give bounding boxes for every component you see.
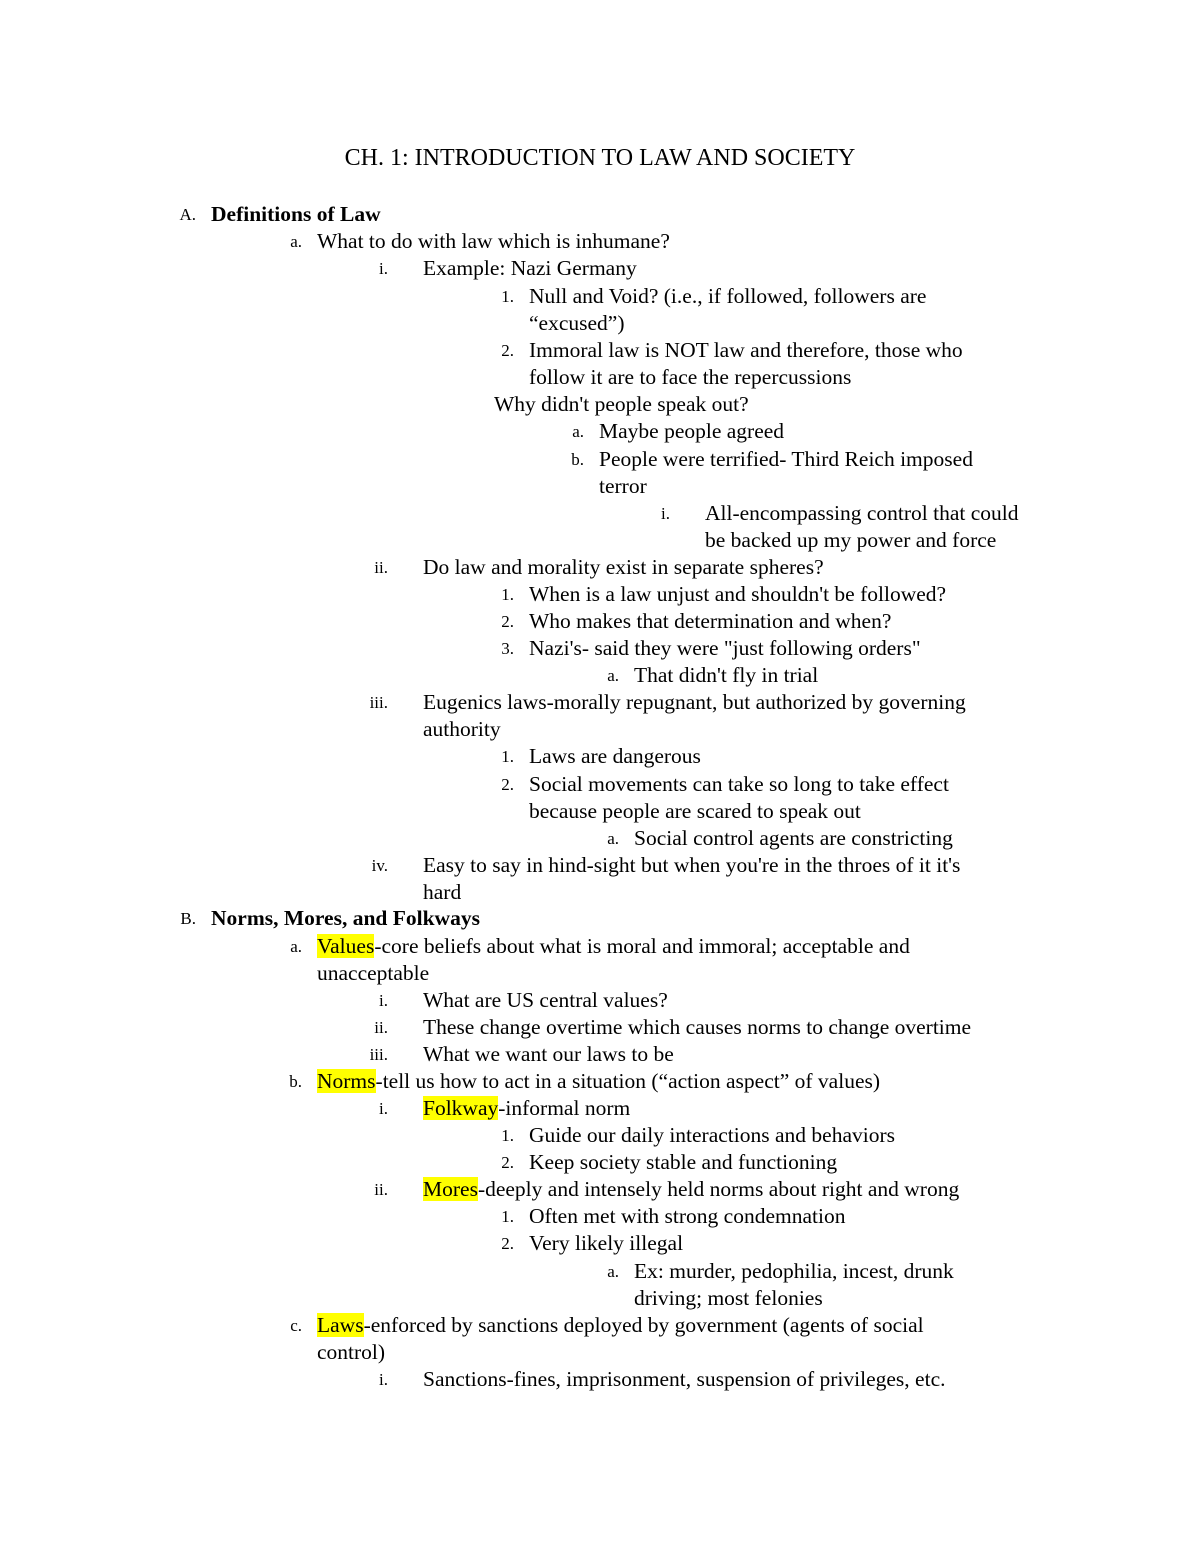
a-a-ii-2-marker: 2. [501,612,514,631]
b-c-marker: c. [290,1316,302,1335]
a-a-i-why-b-marker: b. [571,450,584,469]
norms-term-highlight: Norms [317,1069,376,1093]
a-a-ii-3-a-marker: a. [607,666,619,685]
a-a-ii-2-text: Who makes that determination and when? [529,609,892,633]
b-c-line1 [317,1312,924,1339]
b-a-iii-marker: iii. [369,1045,388,1064]
a-a-i-marker: i. [379,259,388,278]
a-a-text: What to do with law which is inhumane? [317,229,670,253]
a-a-i-2-line2: follow it are to face the repercussions [529,365,852,389]
b-b-i-1-text: Guide our daily interactions and behaviors [529,1123,895,1147]
section-b-marker: B. [180,909,196,928]
b-b-ii-line [423,1176,959,1203]
a-a-iv-marker: iv. [371,856,388,875]
a-a-iii-2-line2: because people are scared to speak out [529,799,861,823]
a-a-iv-line2: hard [423,880,462,904]
b-b-ii-1-marker: 1. [501,1207,514,1226]
a-a-i-1-marker: 1. [501,287,514,306]
b-a-i-marker: i. [379,991,388,1010]
b-b-i-2-text: Keep society stable and functioning [529,1150,838,1174]
b-b-i-1-marker: 1. [501,1126,514,1145]
section-b-heading: Norms, Mores, and Folkways [211,906,480,930]
b-b-ii-2-a-line1: Ex: murder, pedophilia, incest, drunk [634,1259,954,1283]
b-a-marker: a. [290,937,302,956]
b-b-line [317,1068,880,1095]
a-a-marker: a. [290,232,302,251]
a-a-ii-3-a-text: That didn't fly in trial [634,663,819,687]
b-a-ii-marker: ii. [374,1018,388,1037]
b-c-line1-rest: -enforced by sanctions deployed by government (agents of social [363,1313,924,1337]
b-c-i-marker: i. [379,1370,388,1389]
b-c-i-text: Sanctions-fines, imprisonment, suspension of privileges, etc. [423,1367,946,1391]
section-a-marker: A. [179,205,196,224]
a-a-iii-2-a-marker: a. [607,829,619,848]
b-c-line2: control) [317,1340,386,1364]
b-b-i-2-marker: 2. [501,1153,514,1172]
a-a-iii-line1: Eugenics laws-morally repugnant, but authorized by governing [423,690,966,714]
a-a-iii-2-marker: 2. [501,775,514,794]
a-a-iii-1-text: Laws are dangerous [529,744,701,768]
a-a-ii-1-text: When is a law unjust and shouldn't be followed? [529,582,947,606]
a-a-iii-1-marker: 1. [501,747,514,766]
values-term-highlight: Values [317,934,375,958]
b-a-line1-rest: -core beliefs about what is moral and immoral; acceptable and [374,934,910,958]
a-a-ii-1-marker: 1. [501,585,514,604]
a-a-i-why-b-i-line1: All-encompassing control that could [705,501,1019,525]
a-a-i-text: Example: Nazi Germany [423,256,637,280]
b-b-marker: b. [289,1072,302,1091]
a-a-iii-2-a-text: Social control agents are constricting [634,826,953,850]
laws-term-highlight: Laws [317,1313,364,1337]
b-b-ii-rest: -deeply and intensely held norms about right and wrong [477,1177,960,1201]
b-b-ii-2-text: Very likely illegal [529,1231,684,1255]
folkway-term-highlight: Folkway [423,1096,499,1120]
b-b-i-marker: i. [379,1099,388,1118]
a-a-i-why-a-marker: a. [572,422,584,441]
mores-term-highlight: Mores [423,1177,478,1201]
a-a-ii-3-marker: 3. [501,639,514,658]
a-a-i-2-line1: Immoral law is NOT law and therefore, those who [529,338,963,362]
a-a-i-why-b-line1: People were terrified- Third Reich imposed [599,447,973,471]
section-a-heading: Definitions of Law [211,202,381,226]
a-a-ii-3-text: Nazi's- said they were "just following orders" [529,636,921,660]
b-b-ii-marker: ii. [374,1180,388,1199]
a-a-iii-marker: iii. [369,693,388,712]
a-a-i-why-b-i-line2: be backed up my power and force [705,528,997,552]
a-a-i-why-a-text: Maybe people agreed [599,419,785,443]
b-a-ii-text: These change overtime which causes norms to change overtime [423,1015,972,1039]
a-a-i-2-marker: 2. [501,341,514,360]
a-a-iii-line2: authority [423,717,501,741]
b-a-line1 [317,933,910,960]
a-a-ii-marker: ii. [374,558,388,577]
a-a-i-1-line1: Null and Void? (i.e., if followed, followers are [529,284,927,308]
b-a-line2: unacceptable [317,961,430,985]
b-b-ii-1-text: Often met with strong condemnation [529,1204,846,1228]
b-b-ii-2-a-marker: a. [607,1262,619,1281]
a-a-i-why-b-line2: terror [599,474,647,498]
a-a-ii-text: Do law and morality exist in separate spheres? [423,555,824,579]
a-a-i-1-line2: “excused”) [529,311,625,335]
b-a-iii-text: What we want our laws to be [423,1042,674,1066]
b-a-i-text: What are US central values? [423,988,668,1012]
a-a-iii-2-line1: Social movements can take so long to take effect [529,772,949,796]
a-a-i-why-text: Why didn't people speak out? [494,392,749,416]
b-b-ii-2-marker: 2. [501,1234,514,1253]
a-a-i-why-b-i-marker: i. [661,504,670,523]
b-b-i-rest: -informal norm [498,1096,631,1120]
b-b-rest: -tell us how to act in a situation (“action aspect” of values) [375,1069,881,1093]
a-a-iv-line1: Easy to say in hind-sight but when you're in the throes of it it's [423,853,961,877]
b-b-ii-2-a-line2: driving; most felonies [634,1286,823,1310]
b-b-i-line [423,1095,630,1122]
document-title: CH. 1: INTRODUCTION TO LAW AND SOCIETY [344,145,856,171]
